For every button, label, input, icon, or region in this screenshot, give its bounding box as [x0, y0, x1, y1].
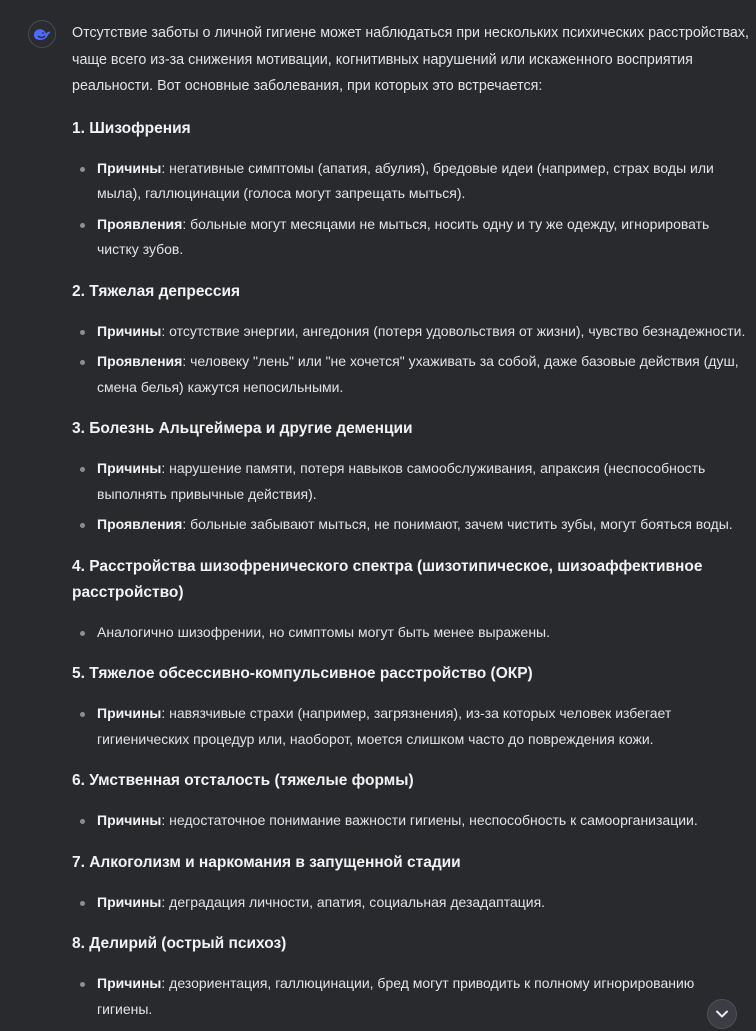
section	[72, 661, 752, 752]
bullet-list	[72, 319, 752, 401]
item-text: : навязчивые страхи (например, загрязнения), из-за которых человек избегает гигиенических процедур или, наоборот, моется слишком часто до повреждения кожи.	[97, 705, 672, 747]
item-label: Причины	[97, 893, 162, 910]
item-label: Причины	[97, 322, 162, 339]
section-heading: 2. Тяжелая депрессия	[72, 282, 241, 300]
section	[72, 416, 752, 538]
item-text: : человеку "лень" или "не хочется" ухаживать за собой, даже базовые действия (душ, смена белья) кажутся непосильными.	[97, 353, 739, 395]
item-label: Проявления	[97, 215, 183, 232]
bullet-list	[72, 456, 752, 538]
item-text: : недостаточное понимание важности гигиены, неспособность к самоорганизации.	[161, 812, 698, 828]
section	[72, 850, 752, 916]
item-text: : больные могут месяцами не мыться, носить одну и ту же одежду, игнорировать чистку зубов.	[97, 215, 710, 257]
bullet-list	[72, 890, 752, 916]
bullet-list	[72, 620, 752, 646]
bullet-list	[72, 808, 752, 834]
bullet-list	[72, 701, 752, 752]
list-item	[97, 808, 752, 834]
item-text: : негативные симптомы (апатия, абулия), бредовые идеи (например, страх воды или мыла), галлюцинации (голоса могут запрещать мыться).	[97, 159, 714, 201]
section-heading: 8. Делирий (острый психоз)	[72, 935, 287, 952]
intro-paragraph: Отсутствие заботы о личной гигиене может наблюдаться при нескольких психических расстройствах, чаще всего из-за снижения мотивации, когнитивных нарушений или искаженного восприятия реальности. Вот основные заболевания, при которых это встречается:	[72, 25, 749, 94]
item-label: Причины	[97, 812, 162, 828]
assistant-avatar	[28, 20, 56, 48]
bullet-list	[72, 971, 752, 1022]
section-heading: 4. Расстройства шизофренического спектра (шизотипическое, шизоаффективное расстройство)	[72, 557, 703, 601]
item-label: Проявления	[97, 353, 183, 369]
item-label: Причины	[97, 705, 162, 721]
deepseek-whale-icon	[32, 26, 52, 42]
item-text: : нарушение памяти, потеря навыков самообслуживания, апраксия (неспособность выполнять привычные действия).	[97, 460, 706, 502]
item-label: Причины	[97, 460, 162, 476]
chevron-down-icon	[715, 1009, 729, 1019]
list-item	[97, 620, 752, 646]
section-heading: 7. Алкоголизм и наркомания в запущенной стадии	[72, 853, 461, 871]
item-text: : деградация личности, апатия, социальная дезадаптация.	[161, 893, 546, 910]
item-label: Причины	[97, 159, 162, 176]
section-heading: 6. Умственная отсталость (тяжелые формы)	[72, 772, 414, 789]
section-heading: 5. Тяжелое обсессивно-компульсивное расстройство (ОКР)	[72, 665, 533, 682]
section-heading: 1. Шизофрения	[72, 119, 191, 137]
list-item	[97, 319, 752, 345]
item-text: Аналогично шизофрении, но симптомы могут быть менее выражены.	[97, 623, 550, 640]
scroll-to-bottom-button[interactable]	[707, 999, 737, 1029]
list-item	[97, 512, 752, 538]
list-item	[97, 890, 752, 916]
section	[72, 116, 752, 263]
item-text: : отсутствие энергии, ангедония (потеря удовольствия от жизни), чувство безнадежности.	[161, 322, 746, 339]
list-item	[97, 156, 752, 207]
section-heading: 3. Болезнь Альцгеймера и другие деменции	[72, 420, 413, 437]
section	[72, 279, 752, 401]
list-item	[97, 456, 752, 507]
item-label: Причины	[97, 975, 162, 991]
list-item	[97, 212, 752, 263]
section	[72, 554, 752, 646]
bullet-list	[72, 156, 752, 263]
item-label: Проявления	[97, 516, 183, 532]
item-text: : больные забывают мыться, не понимают, зачем чистить зубы, могут бояться воды.	[182, 516, 733, 532]
list-item	[97, 349, 752, 400]
message-content	[72, 20, 752, 1022]
section	[72, 931, 752, 1022]
list-item	[97, 971, 752, 1022]
section	[72, 768, 752, 834]
list-item	[97, 701, 752, 752]
item-text: : дезориентация, галлюцинации, бред могут приводить к полному игнорированию гигиены.	[97, 975, 695, 1017]
